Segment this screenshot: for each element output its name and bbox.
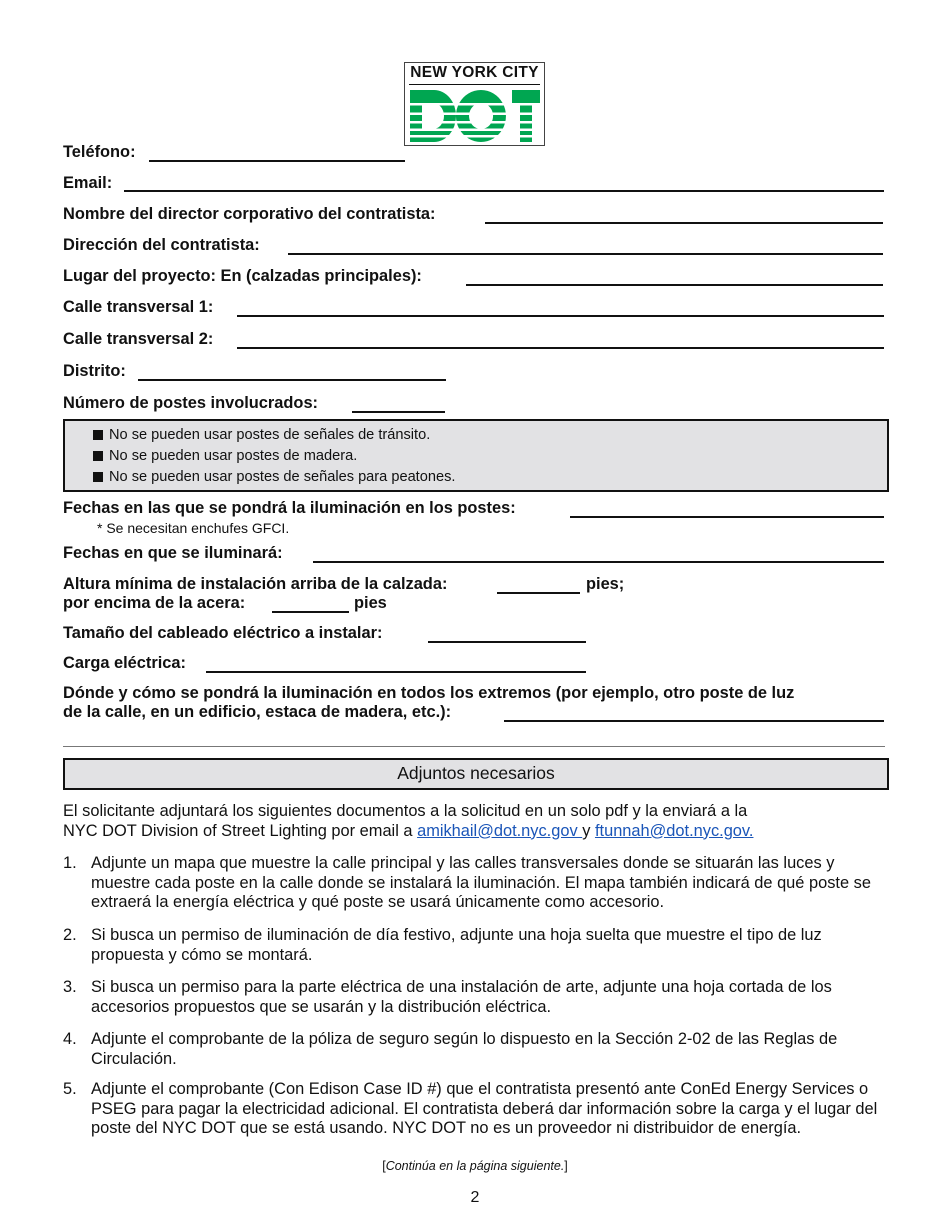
altura-calzada-label: Altura mínima de instalación arriba de la calzada:: [63, 575, 448, 593]
calle2-field[interactable]: [237, 347, 884, 349]
director-field[interactable]: [485, 222, 883, 224]
altura-calzada-unit: pies;: [586, 575, 625, 593]
altura-calzada-row: [63, 575, 447, 594]
email-row: [63, 174, 112, 193]
direccion-label: Dirección del contratista:: [63, 236, 260, 254]
continue-note: [Continúa en la página siguiente.]: [382, 1159, 568, 1173]
distrito-row: [63, 362, 126, 381]
pole-restrictions-notice: [63, 419, 889, 492]
logo-rule: [409, 84, 540, 85]
altura-acera-label: por encima de la acera:: [63, 594, 246, 612]
attachments-intro: [63, 802, 893, 841]
notice-item: No se pueden usar postes de señales de tránsito.: [93, 427, 430, 443]
attachments-heading: Adjuntos necesarios: [63, 758, 889, 790]
donde-row-1: [63, 684, 794, 703]
fechas-ilum-row: [63, 544, 283, 563]
postes-label: Número de postes involucrados:: [63, 394, 319, 412]
telefono-field[interactable]: [149, 160, 405, 162]
section-divider: [63, 746, 885, 747]
carga-row: [63, 654, 186, 673]
gfci-note: * Se necesitan enchufes GFCI.: [97, 520, 290, 536]
email-link-ftunnah[interactable]: ftunnah@dot.nyc.gov.: [594, 821, 754, 840]
cableado-label: Tamaño del cableado eléctrico a instalar:: [63, 624, 383, 642]
director-label: Nombre del director corporativo del contratista:: [63, 205, 436, 223]
bullet-square-icon: [93, 472, 103, 482]
altura-acera-unit: pies: [354, 594, 387, 612]
carga-label: Carga eléctrica:: [63, 654, 186, 672]
director-row: [63, 205, 436, 224]
nyc-dot-logo: [404, 62, 545, 146]
lugar-row: [63, 267, 422, 286]
list-item: 1. Adjunte un mapa que muestre la calle principal y las calles transversales donde se situarán las luces y muestre cada poste en la calle donde se instalará la iluminación. El mapa también indicará de qué poste se extraerá la energía eléctrica y qué poste se usará únicamente como accesorio.: [63, 854, 871, 911]
fechas-postes-row: [63, 499, 516, 518]
list-item: 3. Si busca un permiso para la parte eléctrica de una instalación de arte, adjunte una hoja cortada de los accesorios propuestos que se usarán y la distribución eléctrica.: [63, 978, 832, 1016]
notice-item: No se pueden usar postes de señales para peatones.: [93, 469, 455, 485]
altura-acera-row: [63, 594, 245, 613]
donde-row-2: [63, 703, 451, 722]
lugar-label: Lugar del proyecto: En (calzadas principales):: [63, 267, 422, 285]
bullet-square-icon: [93, 451, 103, 461]
calle2-row: [63, 330, 213, 349]
calle1-field[interactable]: [237, 315, 884, 317]
fechas-ilum-label: Fechas en que se iluminará:: [63, 544, 283, 562]
bullet-square-icon: [93, 430, 103, 440]
page-number: 2: [470, 1189, 480, 1206]
list-item: 2. Si busca un permiso de iluminación de día festivo, adjunte una hoja suelta que muestre el tipo de luz propuesta y cómo se montará.: [63, 926, 822, 964]
fechas-ilum-field[interactable]: [313, 561, 884, 563]
altura-acera-field[interactable]: [272, 611, 349, 613]
cableado-row: [63, 624, 382, 643]
intro-line-2: NYC DOT Division of Street Lighting por email a amikhail@dot.nyc.gov y ftunnah@dot.nyc.gov.: [63, 821, 754, 840]
email-field[interactable]: [124, 190, 884, 192]
donde-label-1: Dónde y cómo se pondrá la iluminación en todos los extremos (por ejemplo, otro poste de luz: [63, 684, 795, 702]
direccion-field[interactable]: [288, 253, 883, 255]
calle1-row: [63, 298, 213, 317]
postes-field[interactable]: [352, 411, 445, 413]
dot-logo-mark: [408, 90, 542, 142]
telefono-label: Teléfono:: [63, 143, 136, 161]
telefono-row: [63, 143, 136, 162]
list-item: 4. Adjunte el comprobante de la póliza de seguro según lo dispuesto en la Sección 2-02 de las Reglas de Circulación.: [63, 1030, 838, 1068]
carga-field[interactable]: [206, 671, 586, 673]
distrito-label: Distrito:: [63, 362, 126, 380]
email-label: Email:: [63, 174, 113, 192]
donde-field[interactable]: [504, 720, 884, 722]
lugar-field[interactable]: [466, 284, 883, 286]
distrito-field[interactable]: [138, 379, 446, 381]
intro-line-1: El solicitante adjuntará los siguientes documentos a la solicitud en un solo pdf y la enviará a la: [63, 802, 748, 820]
calle1-label: Calle transversal 1:: [63, 298, 214, 316]
fechas-postes-label: Fechas en las que se pondrá la iluminación en los postes:: [63, 499, 516, 517]
email-link-amikhail[interactable]: amikhail@dot.nyc.gov: [417, 821, 583, 840]
logo-city-text: NEW YORK CITY: [410, 64, 539, 81]
donde-label-2: de la calle, en un edificio, estaca de madera, etc.):: [63, 703, 452, 721]
altura-calzada-field[interactable]: [497, 592, 580, 594]
list-item: 5. Adjunte el comprobante (Con Edison Case ID #) que el contratista presentó ante ConEd Energy Services o PSEG para pagar la electricidad adicional. El contratista deberá dar información sobre la carga y el lugar del poste del NYC DOT que se está usando. NYC DOT no es un proveedor ni distribuidor de energía.: [63, 1080, 878, 1137]
notice-item: No se pueden usar postes de madera.: [93, 448, 357, 464]
fechas-postes-field[interactable]: [570, 516, 884, 518]
postes-row: [63, 394, 318, 413]
cableado-field[interactable]: [428, 641, 586, 643]
direccion-row: [63, 236, 260, 255]
calle2-label: Calle transversal 2:: [63, 330, 214, 348]
